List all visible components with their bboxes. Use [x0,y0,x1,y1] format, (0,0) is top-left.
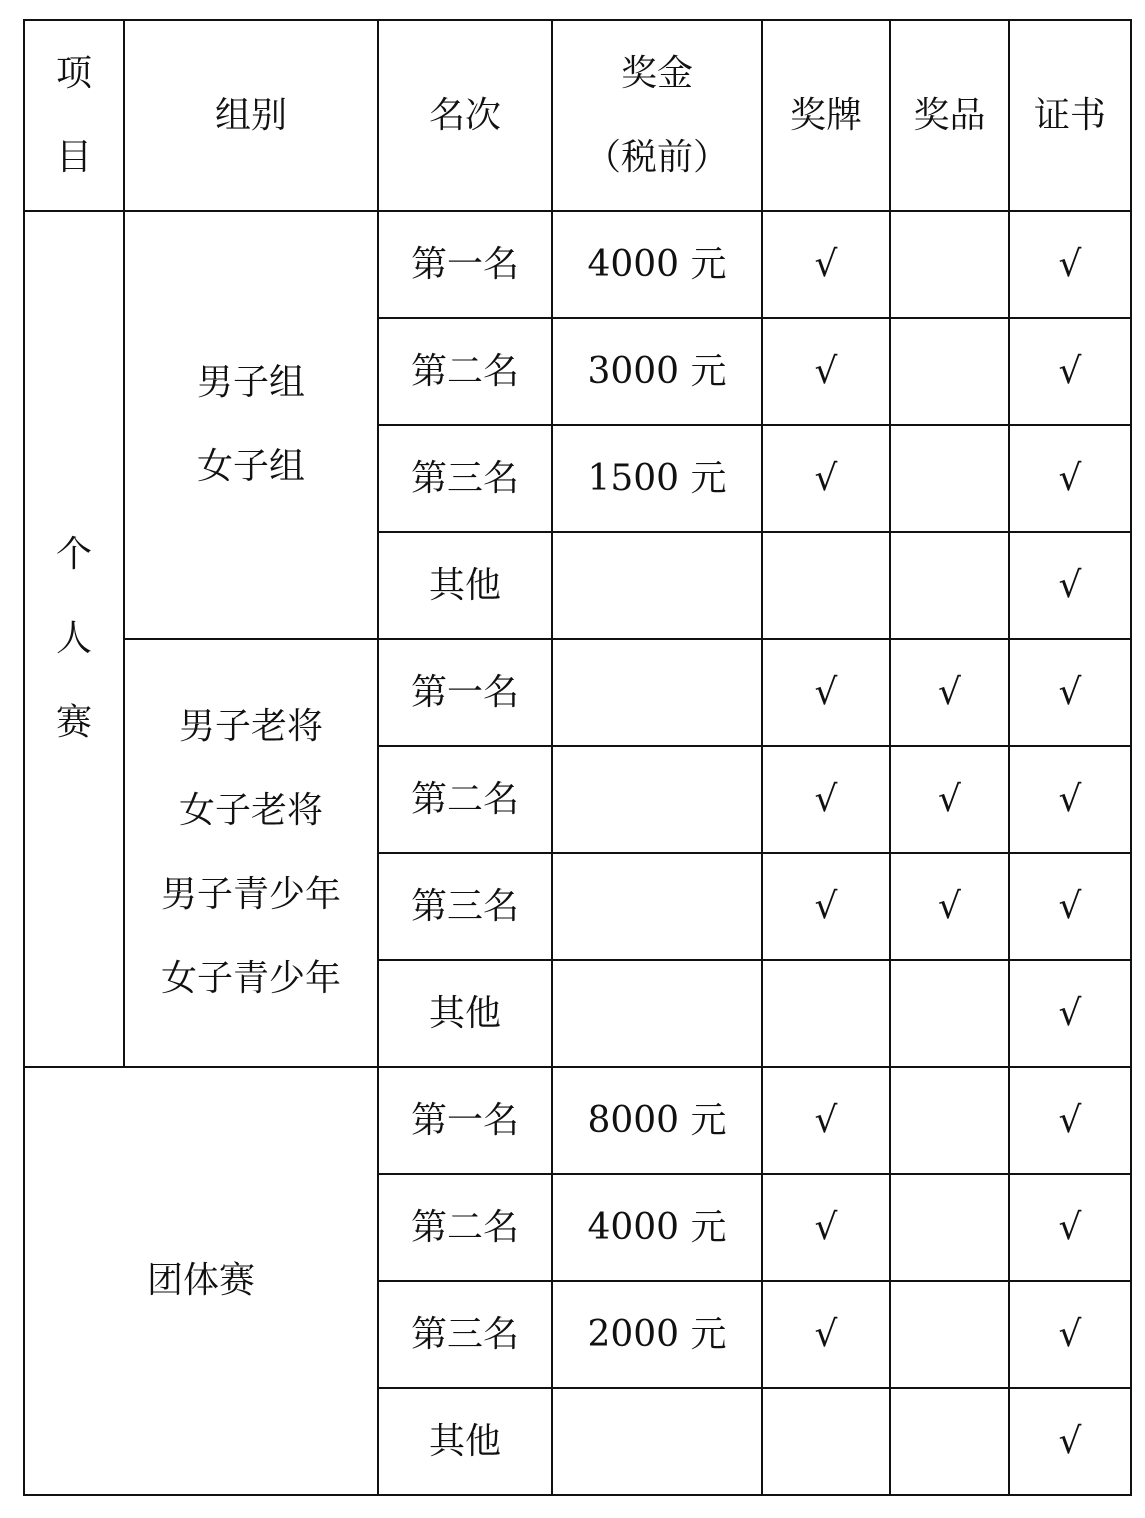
gift-cell [890,211,1009,318]
gift-cell [890,425,1009,532]
prize-cell [552,853,762,960]
gift-cell [890,1174,1009,1281]
header-group: 组别 [124,20,378,211]
rank-cell: 其他 [378,1388,552,1495]
rank-cell: 第二名 [378,746,552,853]
certificate-cell: √ [1009,746,1131,853]
prize-cell: 2000 元 [552,1281,762,1388]
group-name: 女子组 [196,446,305,487]
medal-cell: √ [762,318,890,425]
gift-cell: √ [890,746,1009,853]
group-name: 男子青少年 [160,874,341,915]
prize-cell [552,746,762,853]
prize-cell: 1500 元 [552,425,762,532]
gift-cell: √ [890,639,1009,746]
rank-cell: 第一名 [378,211,552,318]
rank-cell: 第一名 [378,1067,552,1174]
certificate-cell: √ [1009,211,1131,318]
table-row [24,1067,1131,1174]
header-item-line: 项 [55,52,92,94]
group-name: 男子组 [196,362,305,403]
prize-cell: 4000 元 [552,211,762,318]
group-name: 女子老将 [178,790,323,831]
gift-cell: √ [890,853,1009,960]
certificate-cell: √ [1009,1067,1131,1174]
prize-cell [552,1388,762,1495]
group-age [124,639,378,1067]
prize-cell: 8000 元 [552,1067,762,1174]
header-medal: 奖牌 [762,20,890,211]
prize-cell [552,532,762,639]
group-name: 女子青少年 [160,958,341,999]
gift-cell [890,960,1009,1067]
group-open [124,211,378,639]
table-row [24,211,1131,318]
certificate-cell: √ [1009,960,1131,1067]
rank-cell: 第二名 [378,318,552,425]
rank-cell: 其他 [378,532,552,639]
header-prize-line: （税前） [584,136,729,178]
event-team: 团体赛 [24,1067,378,1495]
rank-cell: 其他 [378,960,552,1067]
medal-cell: √ [762,1281,890,1388]
header-gift: 奖品 [890,20,1009,211]
rank-cell: 第三名 [378,853,552,960]
certificate-cell: √ [1009,425,1131,532]
medal-cell: √ [762,639,890,746]
rank-cell: 第一名 [378,639,552,746]
rank-cell: 第三名 [378,1281,552,1388]
gift-cell [890,1281,1009,1388]
event-individual-char: 赛 [55,702,92,743]
certificate-cell: √ [1009,639,1131,746]
medal-cell: √ [762,211,890,318]
table-row [24,639,1131,746]
event-individual-char: 个 [55,534,92,575]
prize-cell: 4000 元 [552,1174,762,1281]
certificate-cell: √ [1009,1281,1131,1388]
medal-cell [762,1388,890,1495]
certificate-cell: √ [1009,1388,1131,1495]
medal-cell: √ [762,1067,890,1174]
header-row [24,20,1131,211]
certificate-cell: √ [1009,853,1131,960]
prize-cell: 3000 元 [552,318,762,425]
gift-cell [890,532,1009,639]
header-prize [552,20,762,211]
medal-cell: √ [762,853,890,960]
prize-cell [552,639,762,746]
certificate-cell: √ [1009,532,1131,639]
header-item [24,20,124,211]
medal-cell [762,960,890,1067]
event-individual [24,211,124,1067]
medal-cell: √ [762,1174,890,1281]
group-name: 男子老将 [178,706,323,747]
rank-cell: 第三名 [378,425,552,532]
event-individual-char: 人 [55,618,92,659]
header-item-line: 目 [55,136,92,178]
certificate-cell: √ [1009,1174,1131,1281]
certificate-cell: √ [1009,318,1131,425]
header-prize-line: 奖金 [620,52,693,94]
gift-cell [890,318,1009,425]
gift-cell [890,1388,1009,1495]
medal-cell: √ [762,425,890,532]
gift-cell [890,1067,1009,1174]
prize-cell [552,960,762,1067]
rank-cell: 第二名 [378,1174,552,1281]
medal-cell [762,532,890,639]
award-table [23,19,1132,1496]
header-rank: 名次 [378,20,552,211]
medal-cell: √ [762,746,890,853]
header-certificate: 证书 [1009,20,1131,211]
